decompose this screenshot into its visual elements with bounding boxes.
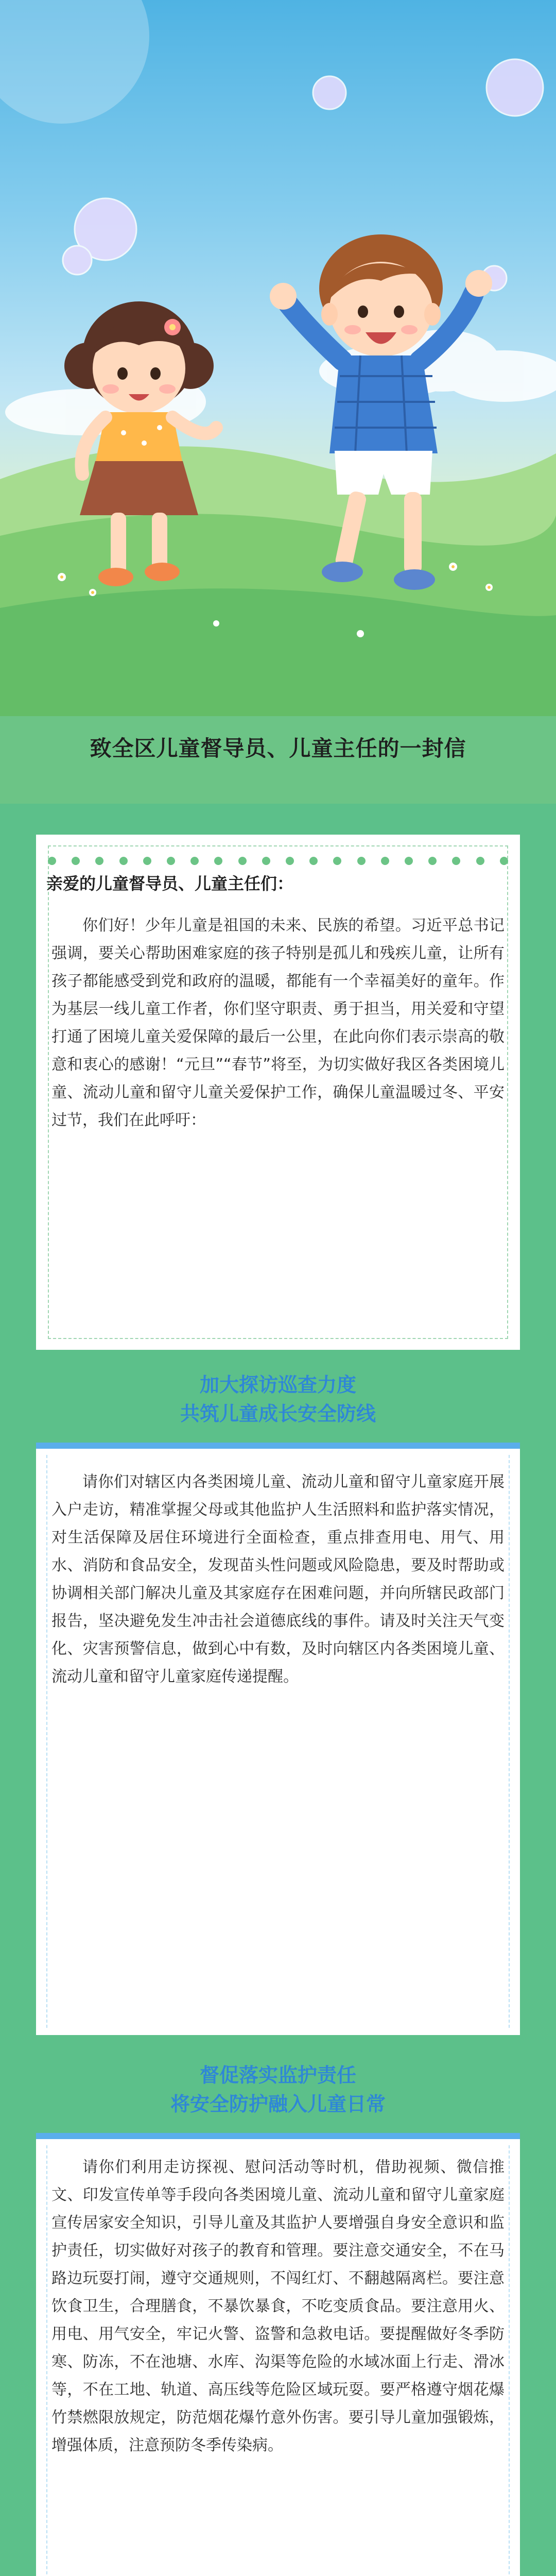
section-1-title bbox=[36, 1370, 520, 1428]
hero-illustration bbox=[0, 0, 556, 716]
salutation: 亲爱的儿童督导员、儿童主任们： bbox=[46, 874, 294, 893]
section-2-title-line2: 将安全防护融入儿童日常 bbox=[170, 2093, 386, 2115]
section-2-body: 请你们利用走访探视、慰问活动等时机，借助视频、微信推文、印发宣传单等手段向各类困境儿童、流动儿童和留守儿童家庭宣传居家安全知识，引导儿童及其监护人要增强自身安全意识和监护责任，切实做好对孩子的教育和管理。要注意交通安全，不在马路边玩耍打闹，遵守交通规则，不闯红灯、不翻越隔离栏。要注意饮食卫生，合理膳食，不暴饮暴食，不吃变质食品。要注意用火、用电、用气安全，牢记火警、盗警和急救电话。要提醒做好冬季防寒、防冻，不在池塘、水库、沟渠等危险的水域冰面上行走、滑冰等，不在工地、轨道、高压线等危险区域玩耍。要严格遵守烟花爆竹禁燃限放规定，防范烟花爆竹意外伤害。要引导儿童加强锻炼，增强体质，注意预防冬季传染病。 bbox=[51, 2158, 505, 2454]
intro-paragraph: 你们好！少年儿童是祖国的未来、民族的希望。习近平总书记强调，要关心帮助困难家庭的孩子特别是孤儿和残疾儿童，让所有孩子都能感受到党和政府的温暖，都能有一个幸福美好的童年。作为基层一线儿童工作者，你们坚守职责、勇于担当，用关爱和守望打通了困境儿童关爱保障的最后一公里，在此向你们表示崇高的敬意和衷心的感谢！“元旦”“春节”将至，为切实做好我区各类困境儿童、流动儿童和留守儿童关爱保护工作，确保儿童温暖过冬、平安过节，我们在此呼吁： bbox=[51, 917, 505, 1129]
section-1-title-line2: 共筑儿童成长安全防线 bbox=[180, 1402, 376, 1425]
children-playing-illustration bbox=[0, 0, 556, 716]
document-title: 致全区儿童督导员、儿童主任的一封信 bbox=[90, 736, 466, 761]
section-2-title bbox=[36, 2061, 520, 2119]
binder-holes bbox=[48, 857, 508, 867]
section-1-body: 请你们对辖区内各类困境儿童、流动儿童和留守儿童家庭开展入户走访，精准掌握父母或其他监护人生活照料和监护落实情况，对生活保障及居住环境进行全面检查，重点排查用电、用气、用水、消防和食品安全，发现苗头性问题或风险隐患，要及时帮助或协调相关部门解决儿童及其家庭存在困难问题，并向所辖民政部门报告，坚决避免发生冲击社会道德底线的事件。请及时关注天气变化、灾害预警信息，做到心中有数，及时向辖区内各类困境儿童、流动儿童和留守儿童家庭传递提醒。 bbox=[51, 1473, 505, 1686]
section-2-title-line1: 督促落实监护责任 bbox=[199, 2064, 356, 2087]
section-1-title-line1: 加大探访巡查力度 bbox=[199, 1374, 356, 1396]
